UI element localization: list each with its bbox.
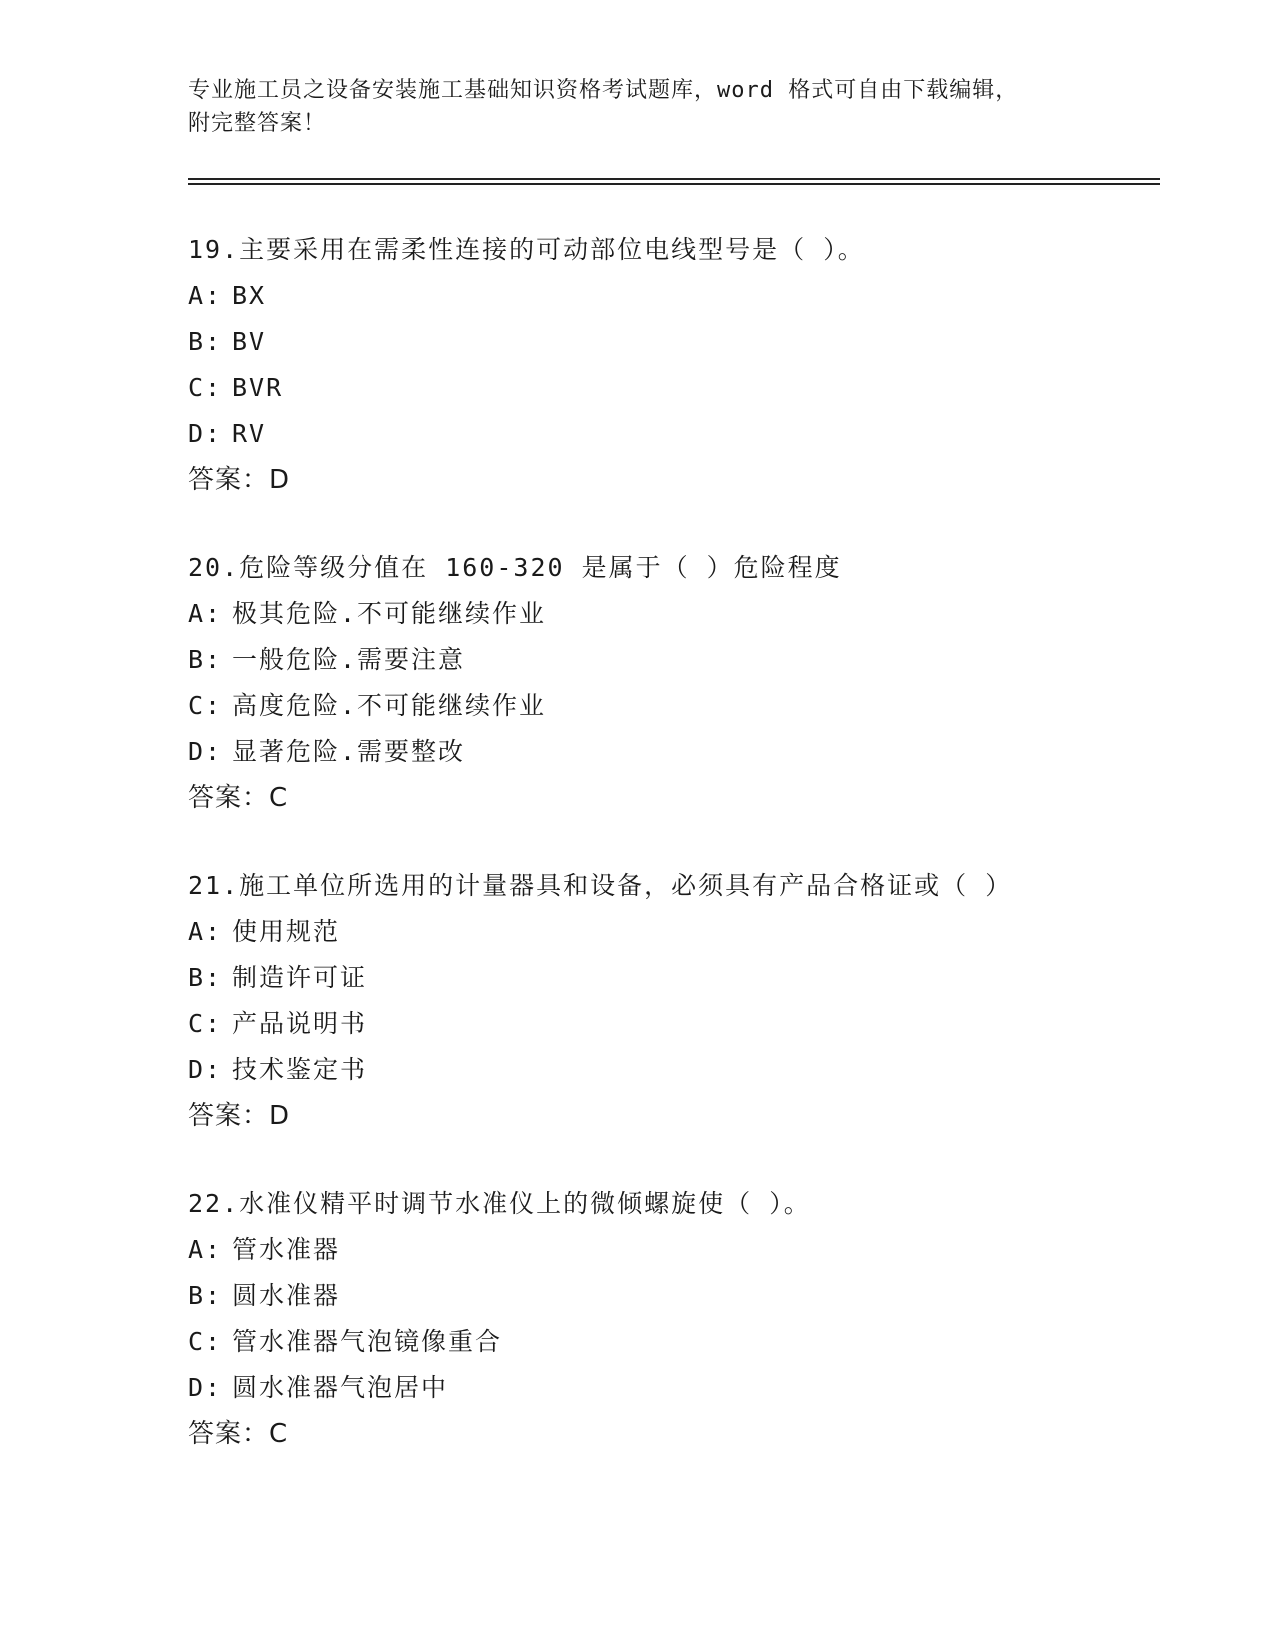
option-text: BV: [232, 327, 267, 356]
option-d: [188, 729, 1168, 775]
option-key: C:: [188, 1009, 223, 1038]
header-line-2: 附完整答案！: [188, 111, 327, 136]
option-key: C:: [188, 691, 223, 720]
option-key: B:: [188, 645, 223, 674]
option-text: 圆水准器气泡居中: [232, 1373, 449, 1402]
option-a: [188, 909, 1168, 955]
option-text: 使用规范: [232, 917, 341, 946]
option-c: [188, 683, 1168, 729]
option-text: 显著危险.需要整改: [232, 737, 466, 766]
option-d: [188, 411, 1168, 457]
option-text: RV: [232, 419, 267, 448]
option-key: B:: [188, 1281, 223, 1310]
option-text: 技术鉴定书: [232, 1055, 368, 1084]
header-divider-top: [188, 178, 1160, 180]
option-text: 产品说明书: [232, 1009, 368, 1038]
option-text: 一般危险.需要注意: [232, 645, 466, 674]
answer: 答案：C: [188, 1419, 289, 1449]
header-divider-bottom: [188, 183, 1160, 185]
question-19: [188, 227, 1168, 503]
option-b: [188, 955, 1168, 1001]
answer: 答案：D: [188, 1101, 291, 1131]
option-c: [188, 1319, 1168, 1365]
option-d: [188, 1365, 1168, 1411]
option-key: D:: [188, 419, 223, 448]
option-key: A:: [188, 917, 223, 946]
option-key: D:: [188, 737, 223, 766]
option-c: [188, 1001, 1168, 1047]
option-key: C:: [188, 1327, 223, 1356]
option-key: A:: [188, 1235, 223, 1264]
question-21: [188, 863, 1168, 1139]
option-key: A:: [188, 599, 223, 628]
option-key: B:: [188, 963, 223, 992]
option-text: 管水准器气泡镜像重合: [232, 1327, 503, 1356]
question-title: 20.危险等级分值在 160-320 是属于（ ）危险程度: [188, 553, 842, 582]
option-text: 制造许可证: [232, 963, 368, 992]
question-title: 21.施工单位所选用的计量器具和设备，必须具有产品合格证或（ ）: [188, 871, 1013, 900]
option-a: [188, 591, 1168, 637]
answer: 答案：D: [188, 465, 291, 495]
option-key: B:: [188, 327, 223, 356]
question-title: 22.水准仪精平时调节水准仪上的微倾螺旋使（ ）。: [188, 1189, 811, 1218]
question-title: 19.主要采用在需柔性连接的可动部位电线型号是（ ）。: [188, 235, 865, 264]
option-d: [188, 1047, 1168, 1093]
option-text: 极其危险.不可能继续作业: [232, 599, 547, 628]
option-key: A:: [188, 281, 223, 310]
option-key: C:: [188, 373, 223, 402]
question-22: [188, 1181, 1168, 1457]
option-b: [188, 637, 1168, 683]
option-a: [188, 1227, 1168, 1273]
option-text: BX: [232, 281, 267, 310]
option-text: 管水准器: [232, 1235, 341, 1264]
option-text: 高度危险.不可能继续作业: [232, 691, 547, 720]
question-20: [188, 545, 1168, 821]
option-text: 圆水准器: [232, 1281, 341, 1310]
header-line-1: 专业施工员之设备安装施工基础知识资格考试题库，word 格式可自由下载编辑，: [188, 78, 1019, 103]
option-a: [188, 273, 1168, 319]
option-b: [188, 319, 1168, 365]
option-text: BVR: [232, 373, 284, 402]
option-key: D:: [188, 1055, 223, 1084]
option-key: D:: [188, 1373, 223, 1402]
answer: 答案：C: [188, 783, 289, 813]
option-b: [188, 1273, 1168, 1319]
option-c: [188, 365, 1168, 411]
document-header: [188, 74, 1088, 140]
